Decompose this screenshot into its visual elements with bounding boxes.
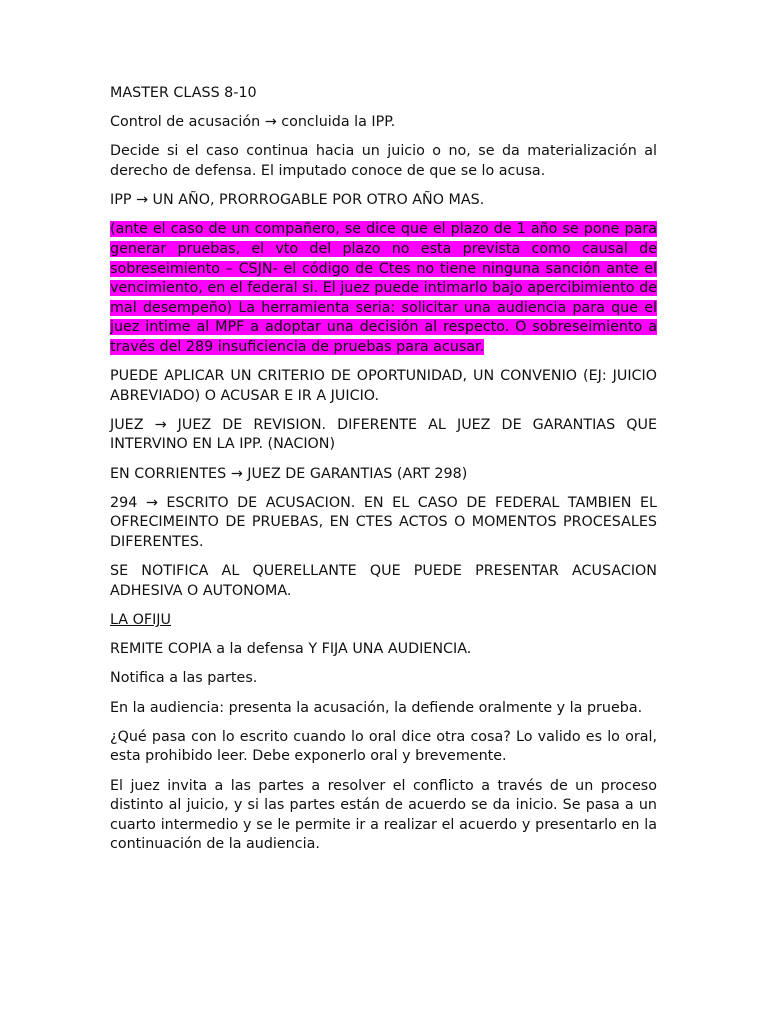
paragraph-text: Control de acusación → concluida la IPP. — [110, 114, 396, 131]
paragraph-ipp-plazo — [110, 191, 657, 211]
paragraph-juez-invita — [110, 777, 657, 855]
paragraph-text: Decide si el caso continua hacia un juicio o no, se da materialización al derecho de defensa. El imputado conoce de que se lo acusa. — [110, 143, 657, 179]
paragraph-criterio-oportunidad — [110, 367, 657, 406]
paragraph-escrito-acusacion — [110, 494, 657, 553]
paragraph-text: EN CORRIENTES → JUEZ DE GARANTIAS (ART 298) — [110, 465, 468, 482]
paragraph-text: JUEZ → JUEZ DE REVISION. DIFERENTE AL JUEZ DE GARANTIAS QUE INTERVINO EN LA IPP. (NACION) — [110, 416, 657, 453]
paragraph-escrito-oral — [110, 728, 657, 767]
paragraph-remite-copia — [110, 640, 657, 660]
paragraph-text: PUEDE APLICAR UN CRITERIO DE OPORTUNIDAD, UN CONVENIO (EJ: JUICIO ABREVIADO) O ACUSAR E IR A JUICIO. — [110, 368, 657, 404]
document-page — [110, 84, 657, 865]
paragraph-text: El juez invita a las partes a resolver el conflicto a través de un proceso distinto al juicio, y si las partes están de acuerdo se da inicio. Se pasa a un cuarto intermedio y se le permite ir a realizar el acuerdo y presentarlo en la continuación de la audiencia. — [110, 777, 657, 853]
paragraph-text: En la audiencia: presenta la acusación, la defiende oralmente y la prueba. — [110, 699, 643, 716]
paragraph-querellante — [110, 562, 657, 601]
highlighted-text: (ante el caso de un compañero, se dice que el plazo de 1 año se pone para generar pruebas, el vto del plazo no esta prevista como causal de sobreseimiento – CSJN- el código de Ctes no tiene ninguna sanción ante el vencimiento, en el federal si. El juez puede intimarlo bajo apercibimiento de mal desempeño) La herramienta seria: solicitar una audiencia para que el juez intime al MPF a adoptar una decisión al respecto. O sobreseimiento a través del 289 insuficiencia de pruebas para acusar. — [110, 221, 657, 355]
paragraph-control-acusacion — [110, 113, 657, 133]
paragraph-text: 294 → ESCRITO DE ACUSACION. EN EL CASO DE FEDERAL TAMBIEN EL OFRECIMEINTO DE PRUEBAS, EN CTES ACTOS O MOMENTOS PROCESALES DIFERENTES. — [110, 494, 657, 551]
paragraph-text: SE NOTIFICA AL QUERELLANTE QUE PUEDE PRESENTAR ACUSACION ADHESIVA O AUTONOMA. — [110, 563, 657, 599]
section-heading-ofiju — [110, 611, 657, 631]
heading-text: LA OFIJU — [110, 612, 171, 628]
highlighted-paragraph — [110, 220, 657, 357]
paragraph-text: Notifica a las partes. — [110, 670, 258, 687]
document-title — [110, 84, 657, 104]
paragraph-notifica — [110, 669, 657, 689]
paragraph-corrientes — [110, 465, 657, 485]
paragraph-text: REMITE COPIA a la defensa Y FIJA UNA AUDIENCIA. — [110, 641, 472, 658]
paragraph-decide — [110, 142, 657, 181]
paragraph-text: IPP → UN AÑO, PRORROGABLE POR OTRO AÑO MAS. — [110, 192, 485, 209]
paragraph-audiencia — [110, 699, 657, 719]
title-text: MASTER CLASS 8-10 — [110, 85, 257, 101]
paragraph-text: ¿Qué pasa con lo escrito cuando lo oral dice otra cosa? Lo valido es lo oral, esta prohibido leer. Debe exponerlo oral y brevemente. — [110, 728, 657, 765]
paragraph-juez-revision — [110, 416, 657, 455]
